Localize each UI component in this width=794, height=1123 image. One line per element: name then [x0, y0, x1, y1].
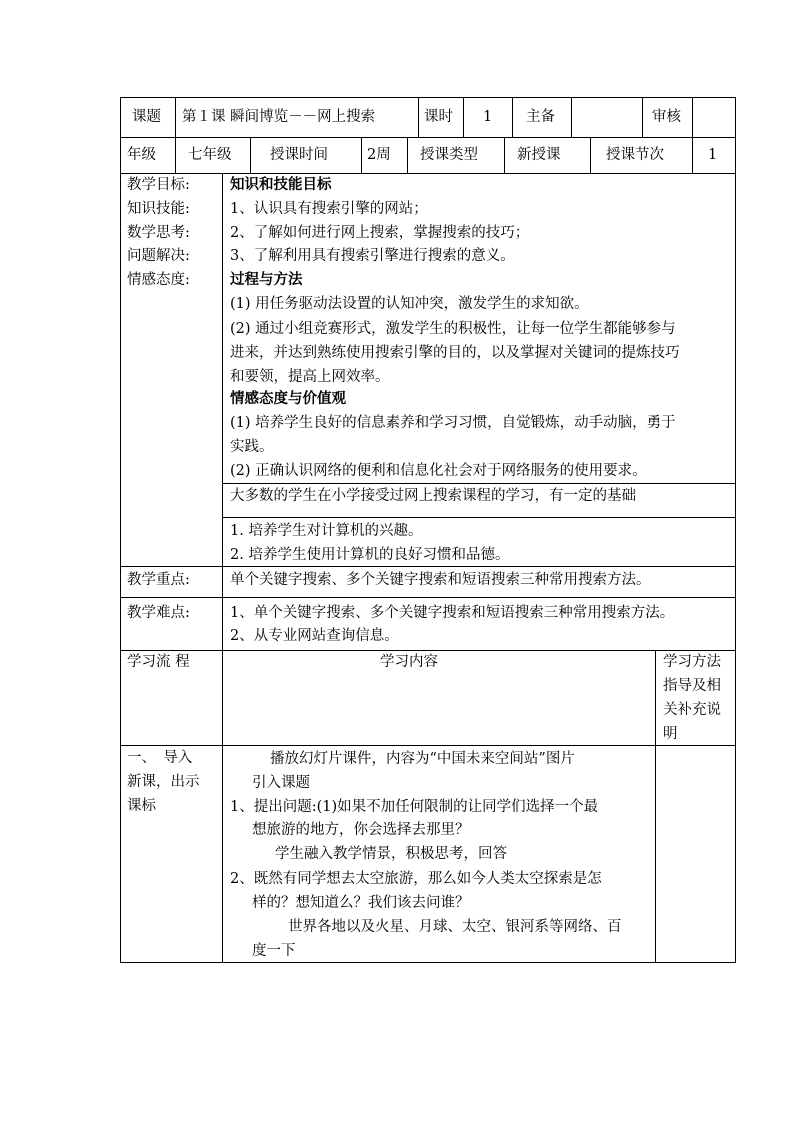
divider — [250, 137, 251, 173]
divider — [463, 97, 464, 137]
process-line: 和要领，提高上网效率。 — [230, 369, 390, 385]
process-title: 过程与方法 — [230, 271, 303, 288]
intro-flow-line: 新课，出示 — [127, 774, 200, 790]
divider — [504, 137, 505, 173]
divider — [120, 597, 736, 598]
label-hours: 课时 — [424, 109, 453, 125]
divider — [655, 650, 656, 963]
divider — [120, 566, 736, 567]
divider — [222, 483, 736, 484]
label-grade: 年级 — [127, 147, 156, 163]
student-basis: 大多数的学生在小学接受过网上搜索课程的学习，有一定的基础 — [230, 488, 636, 504]
divider — [175, 137, 176, 173]
label-type: 授课类型 — [420, 147, 478, 163]
label-lead: 主备 — [526, 109, 555, 125]
table-border-right — [735, 97, 736, 963]
label-math-thinking: 数学思考: — [127, 225, 190, 241]
key-points-text: 单个关键字搜索、多个关键字搜索和短语搜索三种常用搜索方法。 — [230, 572, 651, 588]
divider — [642, 97, 643, 137]
difficulty-line: 1、单个关键字搜索、多个关键字搜索和短语搜索三种常用搜索方法。 — [230, 605, 675, 621]
table-border-left — [120, 97, 121, 963]
divider — [418, 97, 419, 137]
grade-value: 七年级 — [188, 147, 232, 163]
difficulty-line: 2、从专业网站查询信息。 — [230, 628, 399, 644]
divider — [361, 137, 362, 173]
intro-content-line: 引入课题 — [252, 775, 310, 791]
divider — [120, 137, 736, 138]
topic-value: 第１课 瞬间博览－－网上搜索 — [182, 109, 376, 125]
label-problem-solving: 问题解决: — [127, 248, 190, 264]
cultivate-item: 1. 培养学生对计算机的兴趣。 — [230, 523, 423, 539]
label-difficulties: 教学难点: — [127, 605, 190, 621]
divider — [692, 137, 693, 173]
divider — [571, 97, 572, 137]
hours-value: 1 — [483, 109, 493, 125]
label-key-points: 教学重点: — [127, 572, 190, 588]
divider — [407, 137, 408, 173]
label-teaching-goal: 教学目标: — [127, 177, 190, 193]
knowledge-title: 知识和技能目标 — [230, 176, 332, 193]
label-session: 授课节次 — [606, 147, 664, 163]
intro-content-line: 学生融入教学情景，积极思考，回答 — [275, 846, 507, 862]
divider — [222, 517, 736, 518]
knowledge-item: 3、了解利用具有搜索引擎进行搜索的意义。 — [230, 248, 515, 264]
knowledge-item: 2、了解如何进行网上搜索，掌握搜索的技巧； — [230, 225, 530, 241]
divider — [175, 97, 176, 137]
divider — [120, 650, 736, 651]
divider — [692, 97, 693, 137]
divider — [120, 173, 736, 174]
table-border-bottom — [120, 962, 736, 963]
label-knowledge-skill: 知识技能: — [127, 201, 190, 217]
divider — [512, 97, 513, 137]
col-header-method: 指导及相 — [663, 678, 721, 694]
intro-content-line: 2、既然有同学想去太空旅游，那么如今人类太空探索是怎 — [230, 871, 602, 887]
col-header-method: 学习方法 — [663, 654, 721, 670]
session-value: 1 — [708, 147, 718, 163]
time-value: 2周 — [367, 147, 391, 163]
intro-flow-line: 一、 导入 — [127, 750, 193, 766]
emotion-title: 情感态度与价值观 — [230, 390, 346, 407]
process-line: (2) 通过小组竞赛形式，激发学生的积极性，让每一位学生都能够参与 — [230, 321, 676, 337]
process-line: 进来，并达到熟练使用搜索引擎的目的，以及掌握对关键词的提炼技巧 — [230, 345, 680, 361]
label-review: 审核 — [652, 109, 681, 125]
divider — [590, 137, 591, 173]
intro-content-line: 1、提出问题:(1)如果不加任何限制的让同学们选择一个最 — [230, 799, 599, 815]
intro-content-line: 世界各地以及火星、月球、太空、银河系等网络、百 — [288, 919, 622, 935]
col-header-method: 关补充说 — [663, 702, 721, 718]
col-header-flow: 学习流 程 — [127, 654, 190, 670]
col-header-method: 明 — [663, 726, 678, 742]
intro-content-line: 样的？想知道么？我们该去问谁？ — [252, 895, 470, 911]
emotion-line: (2) 正确认识网络的便利和信息化社会对于网络服务的使用要求。 — [230, 463, 647, 479]
emotion-line: (1) 培养学生良好的信息素养和学习习惯，自觉锻炼，动手动脑，勇于 — [230, 415, 676, 431]
intro-content-line: 想旅游的地方，你会选择去那里？ — [252, 822, 470, 838]
divider — [222, 173, 223, 963]
table-border-top — [120, 97, 736, 98]
process-line: (1) 用任务驱动法设置的认知冲突，激发学生的求知欲。 — [230, 296, 589, 312]
cultivate-item: 2. 培养学生使用计算机的良好习惯和品德。 — [230, 547, 510, 563]
col-header-content: 学习内容 — [380, 654, 438, 670]
emotion-line: 实践。 — [230, 439, 274, 455]
divider — [120, 745, 736, 746]
intro-content-line: 播放幻灯片课件，内容为“中国未来空间站”图片 — [270, 751, 575, 767]
intro-flow-line: 课标 — [127, 798, 156, 814]
type-value: 新授课 — [517, 147, 561, 163]
knowledge-item: 1、认识具有搜索引擎的网站； — [230, 201, 428, 217]
label-time: 授课时间 — [270, 147, 328, 163]
label-topic: 课题 — [132, 109, 161, 125]
intro-content-line: 度一下 — [252, 943, 296, 959]
label-emotion-attitude: 情感态度: — [127, 272, 190, 288]
